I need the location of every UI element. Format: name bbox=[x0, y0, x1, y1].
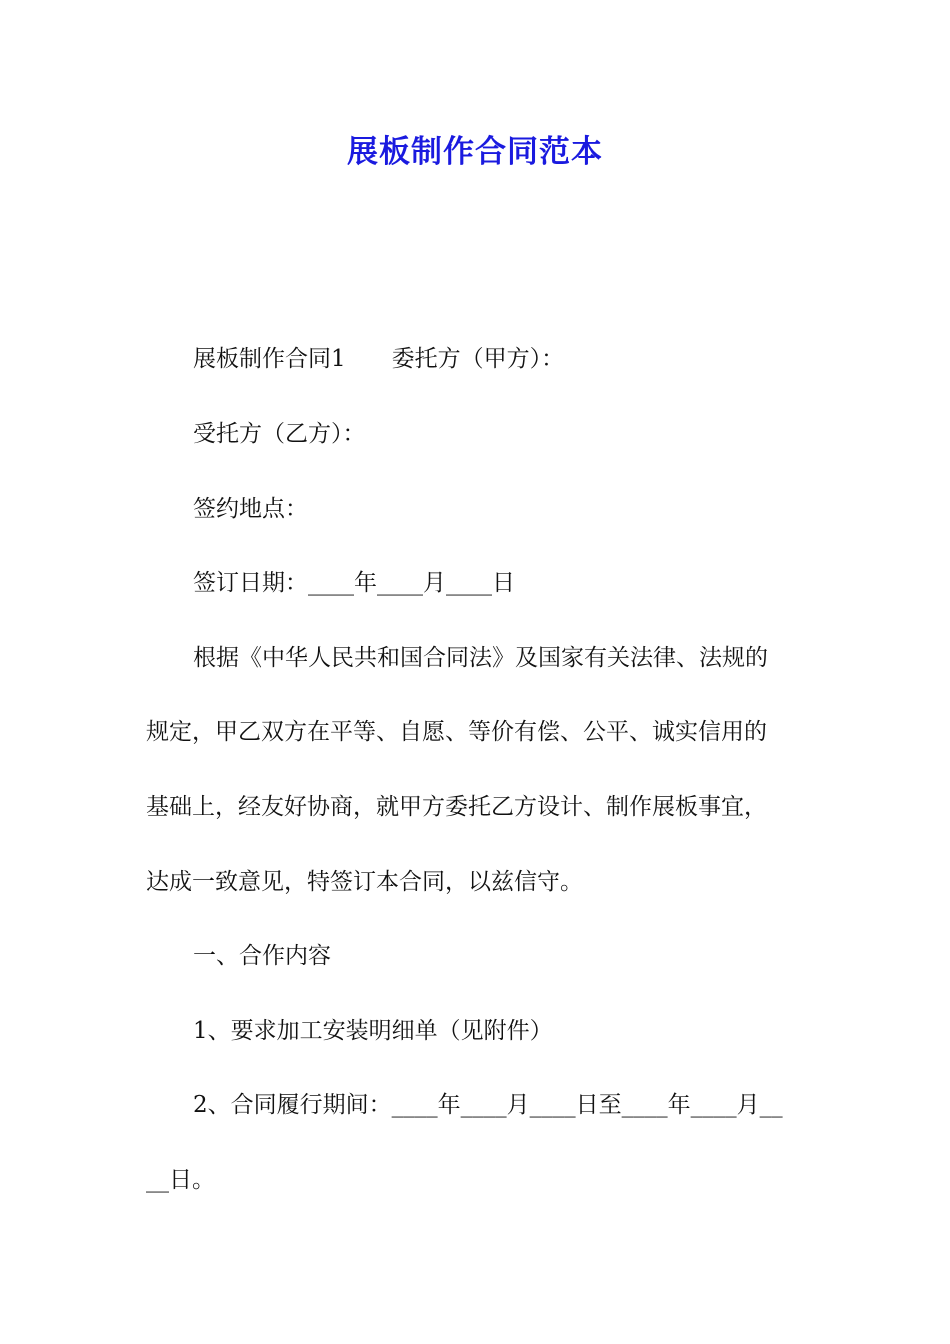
paragraph-line: 达成一致意见，特签订本合同，以兹信守。 bbox=[146, 869, 583, 895]
entrusted-party-label: 受托方（乙方）： bbox=[193, 421, 366, 447]
paragraph-line: 基础上，经友好协商，就甲方委托乙方设计、制作展板事宜， bbox=[146, 794, 767, 820]
paragraph-line: 规定，甲乙双方在平等、自愿、等价有偿、公平、诚实信用的 bbox=[146, 719, 767, 745]
section-heading: 一、合作内容 bbox=[193, 943, 331, 969]
signing-place-label: 签约地点： bbox=[193, 496, 308, 522]
header-line bbox=[193, 343, 564, 375]
signing-date-label: 签订日期：____年____月____日 bbox=[193, 570, 515, 596]
list-item: 1、要求加工安装明细单（见附件） bbox=[193, 1018, 553, 1044]
document-title: 展板制作合同范本 bbox=[347, 134, 603, 170]
list-item: 2、合同履行期间：____年____月____日至____年____月__ bbox=[193, 1092, 783, 1118]
entrusting-party-label: 委托方（甲方）： bbox=[391, 346, 565, 372]
list-item-continuation: __日。 bbox=[146, 1167, 215, 1193]
contract-number-label: 展板制作合同1 bbox=[193, 346, 346, 372]
paragraph-line: 根据《中华人民共和国合同法》及国家有关法律、法规的 bbox=[193, 645, 768, 671]
